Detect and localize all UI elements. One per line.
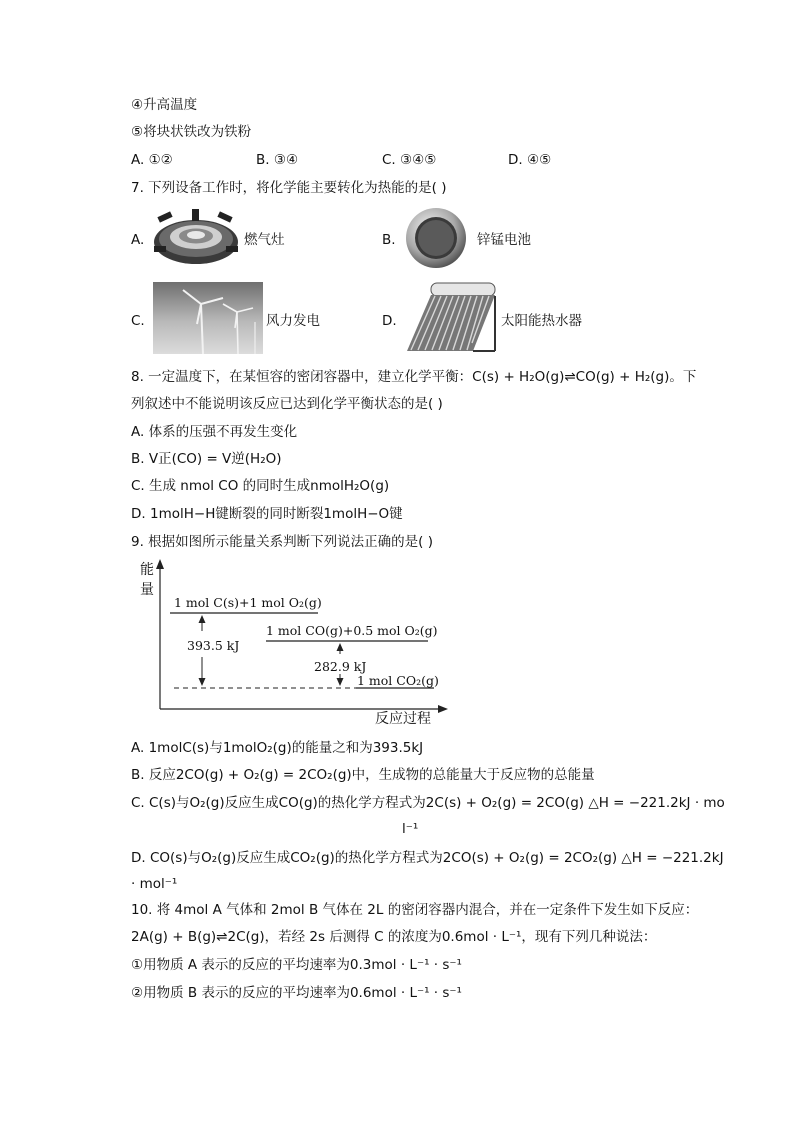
q9-choice-c-line-1: C. C(s)与O₂(g)反应生成CO(g)的热化学方程式为2C(s) + O₂(g) = 2CO(g) △H = −221.2kJ · mo — [131, 795, 725, 811]
q9-choice-d-line-2: · mol⁻¹ — [131, 876, 178, 892]
q10-statement-1: ①用物质 A 表示的反应的平均速率为0.3mol · L⁻¹ · s⁻¹ — [131, 957, 462, 973]
q10-stem-line-2: 2A(g) + B(g)⇌2C(g)，若经 2s 后测得 C 的浓度为0.6mol · L⁻¹，现有下列几种说法： — [131, 929, 657, 945]
q6-choice-a: A. ①② — [131, 152, 173, 168]
diagram-gap-big: 393.5 kJ — [187, 638, 240, 653]
battery-icon — [403, 206, 469, 270]
q9-choice-a: A. 1molC(s)与1molO₂(g)的能量之和为393.5kJ — [131, 740, 424, 756]
q8-choice-c: C. 生成 nmol CO 的同时生成nmolH₂O(g) — [131, 478, 390, 494]
q7-choice-d: D. — [382, 313, 397, 329]
q9-choice-d-line-1: D. CO(s)与O₂(g)反应生成CO₂(g)的热化学方程式为2CO(s) + O₂(g) = 2CO₂(g) △H = −221.2kJ — [131, 850, 724, 866]
option-line-4: ④升高温度 — [131, 97, 198, 113]
q8-choice-a: A. 体系的压强不再发生变化 — [131, 424, 298, 440]
q7-choice-a: A. — [131, 232, 145, 248]
diagram-level-top: 1 mol C(s)+1 mol O₂(g) — [174, 595, 322, 610]
q6-choice-b: B. ③④ — [256, 152, 299, 168]
q9-choice-c-line-2: l⁻¹ — [402, 821, 419, 837]
diagram-gap-small: 282.9 kJ — [314, 659, 367, 674]
option-line-5: ⑤将块状铁改为铁粉 — [131, 124, 252, 140]
diagram-x-label: 反应过程 — [375, 711, 431, 727]
q7-choice-c-label: 风力发电 — [266, 313, 320, 329]
gas-stove-icon — [152, 206, 240, 268]
q7-choice-b-label: 锌锰电池 — [477, 232, 531, 248]
q8-stem-line-2: 列叙述中不能说明该反应已达到化学平衡状态的是( ) — [131, 396, 443, 412]
wind-turbine-icon — [153, 282, 263, 354]
solar-water-heater-icon — [401, 281, 497, 355]
q10-stem-line-1: 10. 将 4mol A 气体和 2mol B 气体在 2L 的密闭容器内混合，并在一定条件下发生如下反应： — [131, 902, 699, 918]
q9-stem: 9. 根据如图所示能量关系判断下列说法正确的是( ) — [131, 534, 433, 550]
q7-choice-a-label: 燃气灶 — [244, 232, 285, 248]
q6-choice-d: D. ④⑤ — [508, 152, 552, 168]
q6-choice-c: C. ③④⑤ — [382, 152, 437, 168]
diagram-level-bottom: 1 mol CO₂(g) — [357, 673, 439, 688]
q7-choice-d-label: 太阳能热水器 — [501, 313, 582, 329]
q8-choice-b: B. V正(CO) = V逆(H₂O) — [131, 451, 282, 467]
q8-choice-d: D. 1molH−H键断裂的同时断裂1molH−O键 — [131, 506, 403, 522]
diagram-level-mid: 1 mol CO(g)+0.5 mol O₂(g) — [266, 623, 438, 638]
q7-choice-c: C. — [131, 313, 145, 329]
q9-choice-b: B. 反应2CO(g) + O₂(g) = 2CO₂(g)中，生成物的总能量大于反应物的总能量 — [131, 767, 595, 783]
q7-stem: 7. 下列设备工作时，将化学能主要转化为热能的是( ) — [131, 180, 447, 196]
diagram-y-label-2: 量 — [140, 582, 154, 598]
energy-level-diagram — [130, 557, 450, 729]
q8-stem-line-1: 8. 一定温度下，在某恒容的密闭容器中，建立化学平衡：C(s) + H₂O(g)⇌CO(g) + H₂(g)。下 — [131, 369, 697, 385]
diagram-y-label-1: 能 — [140, 562, 154, 578]
q10-statement-2: ②用物质 B 表示的反应的平均速率为0.6mol · L⁻¹ · s⁻¹ — [131, 985, 462, 1001]
q7-choice-b: B. — [382, 232, 396, 248]
